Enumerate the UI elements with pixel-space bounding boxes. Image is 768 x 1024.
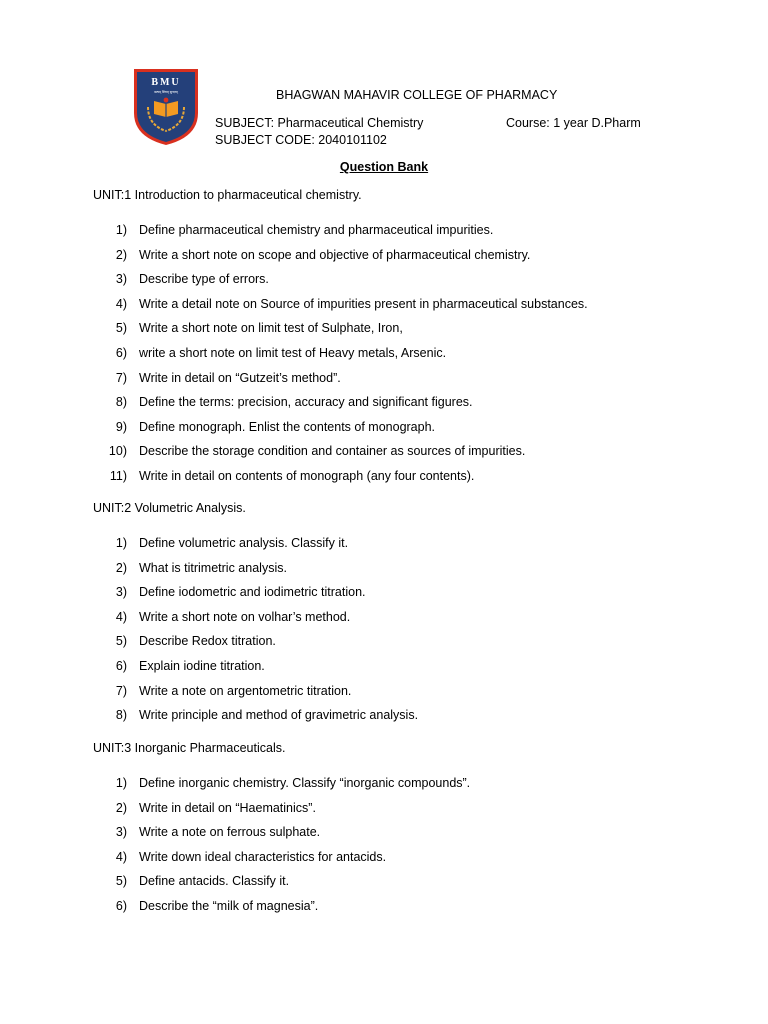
question-text: Write in detail on contents of monograph (any four contents).	[139, 468, 475, 483]
question-number: 5)	[115, 634, 127, 649]
course-label: Course: 1 year D.Pharm	[506, 116, 641, 130]
question-text: write a short note on limit test of Heavy metals, Arsenic.	[139, 345, 447, 360]
college-logo	[132, 67, 200, 147]
list-item	[0, 849, 768, 874]
question-text: Describe Redox titration.	[139, 634, 276, 649]
question-text: What is titrimetric analysis.	[139, 560, 287, 575]
question-list	[0, 535, 768, 732]
question-number: 8)	[115, 708, 127, 723]
list-item	[0, 609, 768, 634]
list-item	[0, 370, 768, 395]
question-text: Explain iodine titration.	[139, 658, 265, 673]
question-text: Write a note on argentometric titration.	[139, 683, 352, 698]
list-item	[0, 633, 768, 658]
question-number: 4)	[115, 296, 127, 311]
list-item	[0, 560, 768, 585]
question-number: 1)	[115, 776, 127, 790]
question-number: 5)	[115, 874, 127, 889]
list-item	[0, 320, 768, 345]
list-item	[0, 873, 768, 898]
question-text: Define pharmaceutical chemistry and pharmaceutical impurities.	[139, 223, 494, 237]
subject-label: SUBJECT: Pharmaceutical Chemistry	[215, 116, 424, 130]
question-text: Define inorganic chemistry. Classify “inorganic compounds”.	[139, 776, 471, 790]
question-text: Describe the storage condition and container as sources of impurities.	[139, 444, 526, 459]
question-text: Write a note on ferrous sulphate.	[139, 825, 321, 840]
question-text: Define antacids. Classify it.	[139, 874, 290, 889]
list-item	[0, 247, 768, 272]
question-text: Write in detail on “Gutzeit’s method”.	[139, 370, 341, 385]
list-item	[0, 683, 768, 708]
question-text: Write a short note on scope and objective of pharmaceutical chemistry.	[139, 247, 531, 262]
question-number: 1)	[115, 223, 127, 237]
question-number: 6)	[115, 658, 127, 673]
question-number: 9)	[115, 419, 127, 434]
logo-text: BMU	[151, 77, 181, 88]
question-number: 7)	[115, 370, 127, 385]
question-number: 4)	[115, 609, 127, 624]
question-number: 10)	[108, 444, 127, 459]
list-item	[0, 468, 768, 493]
list-item	[0, 824, 768, 849]
page-title: Question Bank	[339, 160, 429, 174]
unit-title: UNIT:1 Introduction to pharmaceutical chemistry.	[93, 188, 362, 202]
unit-title: UNIT:2 Volumetric Analysis.	[93, 501, 246, 515]
question-text: Define monograph. Enlist the contents of monograph.	[139, 419, 436, 434]
list-item	[0, 707, 768, 732]
list-item	[0, 296, 768, 321]
logo-tagline: सत्यम् शिवम् सुन्दरम्	[154, 90, 178, 94]
question-text: Write a short note on limit test of Sulphate, Iron,	[139, 321, 403, 336]
question-number: 5)	[115, 321, 127, 336]
question-number: 3)	[115, 585, 127, 600]
question-text: Write a detail note on Source of impurities present in pharmaceutical substances.	[139, 296, 588, 311]
unit-title: UNIT:3 Inorganic Pharmaceuticals.	[93, 741, 286, 755]
list-item	[0, 443, 768, 468]
list-item	[0, 222, 768, 247]
question-number: 7)	[115, 683, 127, 698]
question-text: Write in detail on “Haematinics”.	[139, 800, 316, 815]
question-text: Define the terms: precision, accuracy and significant figures.	[139, 395, 473, 410]
question-list	[0, 222, 768, 493]
list-item	[0, 535, 768, 560]
list-item	[0, 775, 768, 800]
college-name: BHAGWAN MAHAVIR COLLEGE OF PHARMACY	[276, 88, 558, 102]
list-item	[0, 345, 768, 370]
list-item	[0, 658, 768, 683]
subject-code: SUBJECT CODE: 2040101102	[215, 133, 387, 147]
question-number: 8)	[115, 395, 127, 410]
question-number: 6)	[115, 898, 127, 913]
question-number: 2)	[115, 800, 127, 815]
question-number: 3)	[115, 825, 127, 840]
question-number: 4)	[115, 849, 127, 864]
question-text: Describe the “milk of magnesia”.	[139, 898, 319, 913]
question-text: Write principle and method of gravimetric analysis.	[139, 708, 419, 723]
question-number: 3)	[115, 272, 127, 287]
list-item	[0, 419, 768, 444]
question-text: Describe type of errors.	[139, 272, 269, 287]
question-number: 1)	[115, 536, 127, 550]
question-number: 11)	[109, 468, 127, 483]
question-list	[0, 775, 768, 923]
list-item	[0, 800, 768, 825]
question-text: Write down ideal characteristics for antacids.	[139, 849, 387, 864]
list-item	[0, 271, 768, 296]
question-text: Define iodometric and iodimetric titration.	[139, 585, 366, 600]
question-text: Write a short note on volhar’s method.	[139, 609, 351, 624]
question-number: 6)	[115, 345, 127, 360]
list-item	[0, 394, 768, 419]
list-item	[0, 898, 768, 923]
bmu-shield-icon	[132, 67, 200, 147]
question-number: 2)	[115, 560, 127, 575]
question-number: 2)	[115, 247, 127, 262]
list-item	[0, 584, 768, 609]
question-text: Define volumetric analysis. Classify it.	[139, 536, 349, 550]
